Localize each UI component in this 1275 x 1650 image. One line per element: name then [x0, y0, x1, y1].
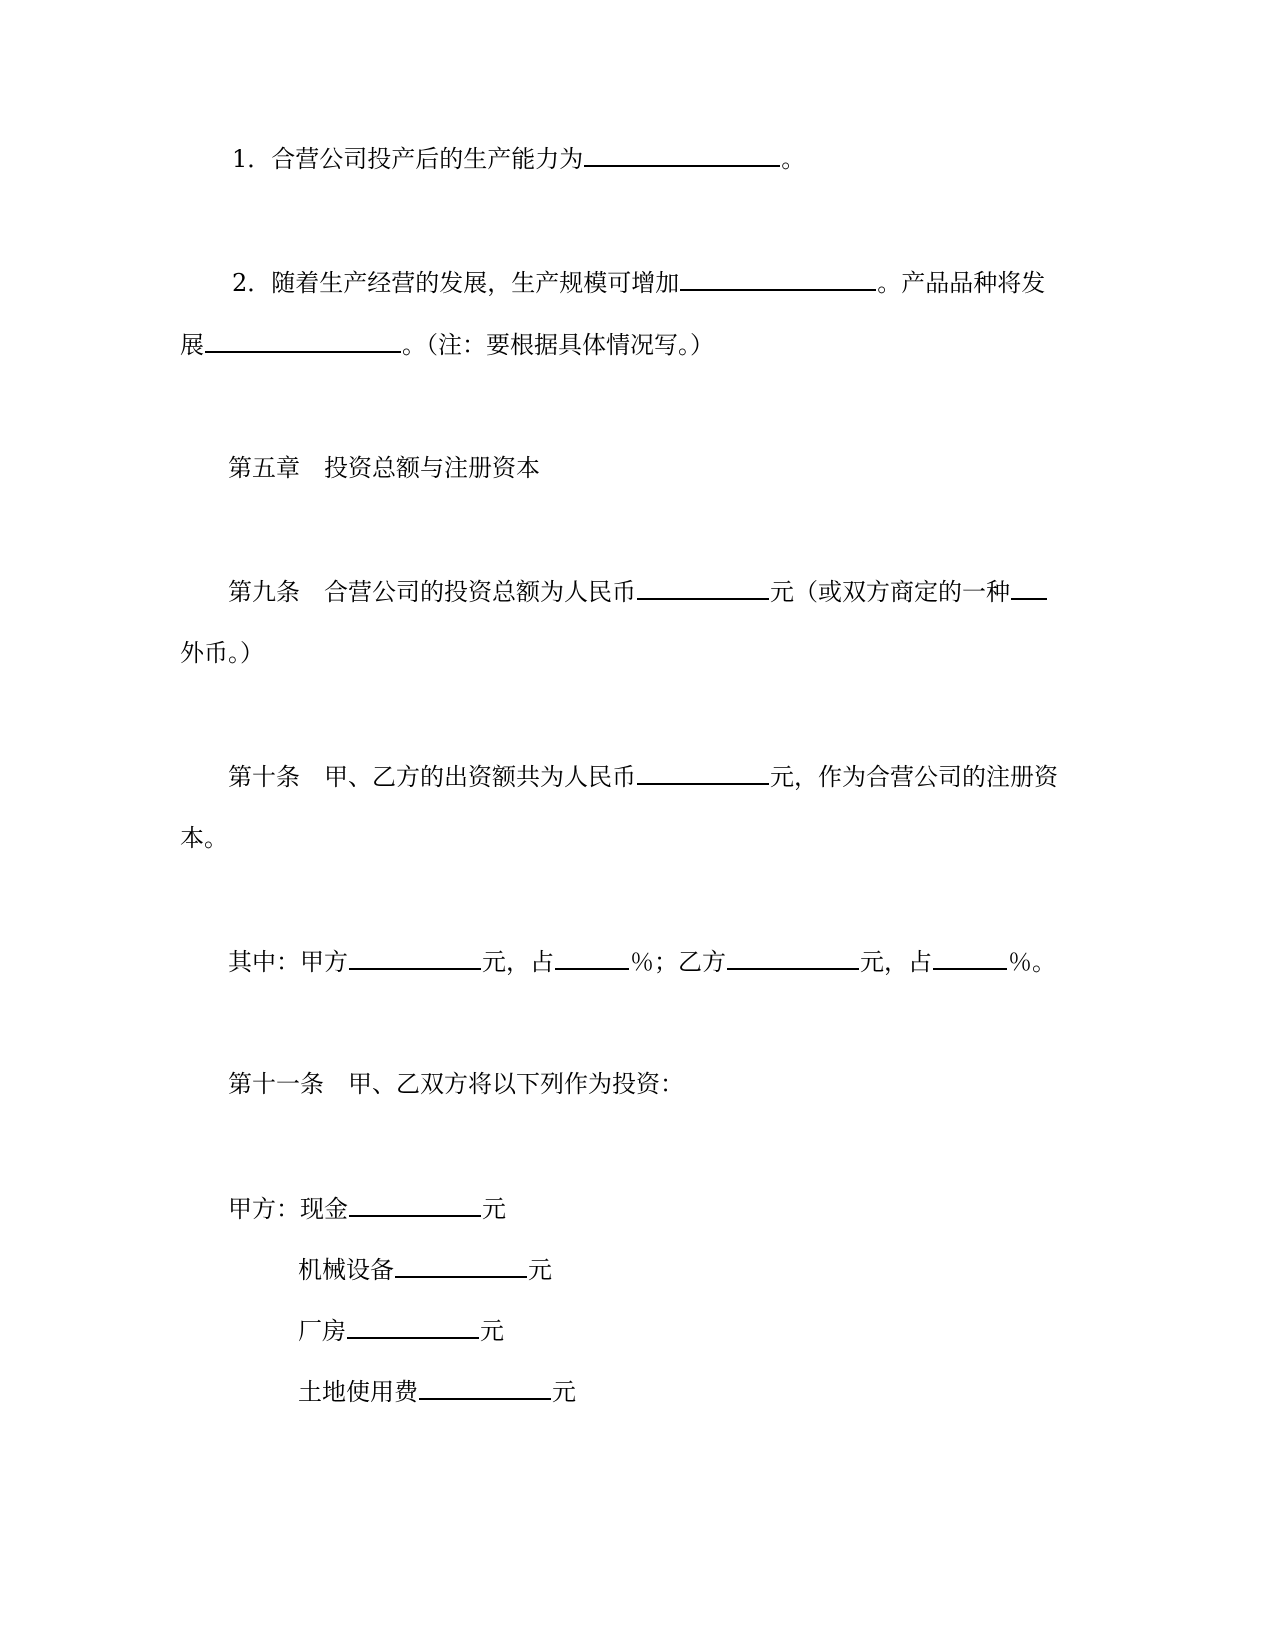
- clause-2-line-2: [180, 327, 714, 361]
- machinery-unit: 元: [528, 1256, 552, 1284]
- machinery-blank: [395, 1252, 527, 1278]
- party-a-share-label: 其中：甲方: [228, 948, 348, 976]
- article-10-text-b: 元，作为合营公司的注册资: [770, 763, 1058, 791]
- clause-2-text-b: 。产品品种将发: [877, 269, 1046, 297]
- party-a-label: 甲方：: [228, 1195, 300, 1223]
- party-b-share-label: ％；乙方: [630, 948, 726, 976]
- scale-increase-blank: [680, 265, 876, 291]
- plant-unit: 元: [480, 1317, 504, 1345]
- clause-1-end: 。: [781, 145, 806, 173]
- article-10-text-a: 第十条 甲、乙方的出资额共为人民币: [228, 763, 636, 791]
- article-10-line-2: 本。: [180, 824, 228, 852]
- article-9-line-2: 外币。）: [180, 639, 264, 667]
- party-a-percent-blank: [555, 944, 629, 970]
- production-capacity-blank: [584, 141, 780, 167]
- article-9-text-b: 元（或双方商定的一种: [770, 578, 1010, 606]
- cash-unit: 元: [482, 1195, 506, 1223]
- party-b-percent-label: 元，占: [860, 948, 932, 976]
- cash-blank: [349, 1191, 481, 1217]
- clause-2-text-c: 展: [180, 331, 204, 359]
- article-11-heading: 第十一条 甲、乙双方将以下列作为投资：: [228, 1070, 684, 1098]
- total-investment-blank: [637, 574, 769, 600]
- chapter-5-heading: 第五章 投资总额与注册资本: [228, 454, 540, 482]
- cash-label: 现金: [300, 1195, 348, 1223]
- article-10-line-1: [228, 759, 1058, 793]
- clause-1: [232, 141, 805, 175]
- currency-blank: [1011, 574, 1047, 600]
- clause-1-text: 1．合营公司投产后的生产能力为: [232, 145, 584, 173]
- machinery-label: 机械设备: [298, 1256, 394, 1284]
- party-a-land-line: [298, 1374, 576, 1408]
- article-9-line-1: [228, 574, 1048, 608]
- plant-label: 厂房: [298, 1317, 346, 1345]
- party-a-cash-line: [228, 1191, 506, 1225]
- land-use-fee-blank: [419, 1374, 551, 1400]
- capital-shares-line: [228, 944, 1056, 978]
- clause-2-text-a: 2．随着生产经营的发展，生产规模可增加: [232, 269, 680, 297]
- product-variety-blank: [205, 327, 401, 353]
- party-b-amount-blank: [727, 944, 859, 970]
- clause-2-note: 。（注：要根据具体情况写。）: [402, 331, 714, 359]
- shares-end: ％。: [1008, 948, 1056, 976]
- party-a-machinery-line: [298, 1252, 552, 1286]
- article-9-text-a: 第九条 合营公司的投资总额为人民币: [228, 578, 636, 606]
- registered-capital-blank: [637, 759, 769, 785]
- party-b-percent-blank: [933, 944, 1007, 970]
- clause-2-line-1: [232, 265, 1045, 299]
- plant-blank: [347, 1313, 479, 1339]
- land-use-fee-label: 土地使用费: [298, 1378, 418, 1406]
- party-a-amount-blank: [349, 944, 481, 970]
- party-a-percent-label: 元，占: [482, 948, 554, 976]
- party-a-plant-line: [298, 1313, 504, 1347]
- land-use-fee-unit: 元: [552, 1378, 576, 1406]
